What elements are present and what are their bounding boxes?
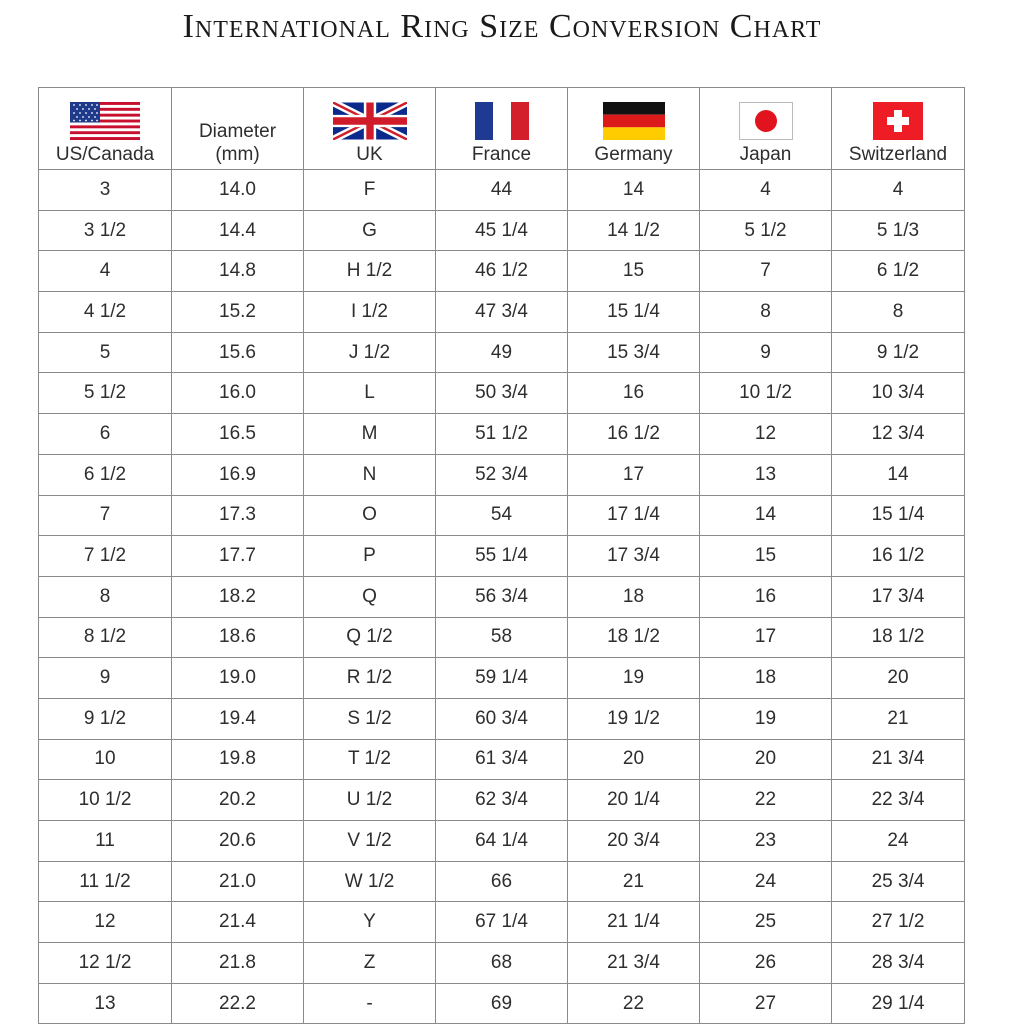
table-row	[39, 780, 965, 821]
column-header-label-line2: (mm)	[215, 144, 260, 165]
column-header-uk	[304, 88, 436, 170]
table-row	[39, 698, 965, 739]
cell-germany: 18	[568, 576, 700, 617]
table-row	[39, 821, 965, 862]
cell-france: 55 1/4	[436, 536, 568, 577]
cell-switzerland: 4	[832, 170, 965, 211]
cell-switzerland: 16 1/2	[832, 536, 965, 577]
germany-flag-icon	[603, 102, 665, 140]
cell-uk: F	[304, 170, 436, 211]
cell-france: 59 1/4	[436, 658, 568, 699]
table-row	[39, 210, 965, 251]
cell-switzerland: 24	[832, 821, 965, 862]
cell-germany: 21 3/4	[568, 943, 700, 984]
cell-diameter-mm: 16.0	[172, 373, 304, 414]
table-row	[39, 292, 965, 333]
cell-diameter-mm: 14.8	[172, 251, 304, 292]
cell-switzerland: 10 3/4	[832, 373, 965, 414]
cell-us-canada: 6	[39, 414, 172, 455]
cell-germany: 20 1/4	[568, 780, 700, 821]
cell-germany: 17	[568, 454, 700, 495]
cell-france: 58	[436, 617, 568, 658]
cell-germany: 19 1/2	[568, 698, 700, 739]
cell-uk: M	[304, 414, 436, 455]
column-header-label: US/Canada	[55, 144, 155, 165]
cell-germany: 14	[568, 170, 700, 211]
cell-japan: 7	[700, 251, 832, 292]
table-row	[39, 454, 965, 495]
cell-japan: 14	[700, 495, 832, 536]
cell-uk: U 1/2	[304, 780, 436, 821]
cell-france: 61 3/4	[436, 739, 568, 780]
cell-diameter-mm: 14.0	[172, 170, 304, 211]
cell-us-canada: 8 1/2	[39, 617, 172, 658]
cell-uk: O	[304, 495, 436, 536]
cell-france: 45 1/4	[436, 210, 568, 251]
cell-japan: 17	[700, 617, 832, 658]
cell-germany: 19	[568, 658, 700, 699]
cell-germany: 17 3/4	[568, 536, 700, 577]
column-header-label: Japan	[739, 144, 792, 165]
cell-diameter-mm: 15.2	[172, 292, 304, 333]
table-row	[39, 251, 965, 292]
column-header-diameter	[172, 88, 304, 170]
cell-uk: Z	[304, 943, 436, 984]
cell-uk: I 1/2	[304, 292, 436, 333]
cell-switzerland: 21	[832, 698, 965, 739]
cell-france: 56 3/4	[436, 576, 568, 617]
cell-germany: 15 3/4	[568, 332, 700, 373]
cell-diameter-mm: 19.0	[172, 658, 304, 699]
cell-france: 44	[436, 170, 568, 211]
cell-germany: 18 1/2	[568, 617, 700, 658]
cell-diameter-mm: 19.8	[172, 739, 304, 780]
cell-us-canada: 3	[39, 170, 172, 211]
cell-japan: 4	[700, 170, 832, 211]
column-header-label: Switzerland	[848, 144, 948, 165]
cell-us-canada: 10 1/2	[39, 780, 172, 821]
cell-france: 52 3/4	[436, 454, 568, 495]
column-header-germany	[568, 88, 700, 170]
cell-switzerland: 18 1/2	[832, 617, 965, 658]
cell-uk: Q	[304, 576, 436, 617]
cell-france: 64 1/4	[436, 821, 568, 862]
cell-us-canada: 13	[39, 983, 172, 1024]
table-row	[39, 617, 965, 658]
cell-japan: 20	[700, 739, 832, 780]
cell-france: 62 3/4	[436, 780, 568, 821]
cell-switzerland: 29 1/4	[832, 983, 965, 1024]
cell-us-canada: 5 1/2	[39, 373, 172, 414]
cell-diameter-mm: 21.4	[172, 902, 304, 943]
cell-germany: 16	[568, 373, 700, 414]
cell-diameter-mm: 18.6	[172, 617, 304, 658]
table-row	[39, 536, 965, 577]
cell-france: 51 1/2	[436, 414, 568, 455]
cell-france: 68	[436, 943, 568, 984]
cell-switzerland: 22 3/4	[832, 780, 965, 821]
cell-japan: 26	[700, 943, 832, 984]
cell-uk: T 1/2	[304, 739, 436, 780]
header-row	[39, 88, 965, 170]
cell-switzerland: 25 3/4	[832, 861, 965, 902]
cell-uk: V 1/2	[304, 821, 436, 862]
cell-diameter-mm: 17.3	[172, 495, 304, 536]
cell-us-canada: 4	[39, 251, 172, 292]
cell-us-canada: 7	[39, 495, 172, 536]
cell-japan: 15	[700, 536, 832, 577]
ring-size-table	[38, 87, 965, 1024]
column-header-france	[436, 88, 568, 170]
cell-france: 67 1/4	[436, 902, 568, 943]
column-header-label: France	[471, 144, 532, 165]
cell-japan: 16	[700, 576, 832, 617]
cell-diameter-mm: 20.2	[172, 780, 304, 821]
cell-germany: 21 1/4	[568, 902, 700, 943]
cell-japan: 24	[700, 861, 832, 902]
cell-uk: R 1/2	[304, 658, 436, 699]
cell-switzerland: 17 3/4	[832, 576, 965, 617]
cell-us-canada: 8	[39, 576, 172, 617]
cell-diameter-mm: 18.2	[172, 576, 304, 617]
column-header-label-line1: Diameter	[198, 121, 277, 142]
cell-uk: -	[304, 983, 436, 1024]
cell-japan: 5 1/2	[700, 210, 832, 251]
cell-uk: S 1/2	[304, 698, 436, 739]
cell-japan: 23	[700, 821, 832, 862]
cell-us-canada: 3 1/2	[39, 210, 172, 251]
switzerland-flag-icon	[873, 102, 923, 140]
cell-switzerland: 6 1/2	[832, 251, 965, 292]
column-header-label: UK	[356, 144, 383, 165]
cell-uk: Q 1/2	[304, 617, 436, 658]
cell-japan: 12	[700, 414, 832, 455]
cell-us-canada: 10	[39, 739, 172, 780]
cell-germany: 21	[568, 861, 700, 902]
cell-uk: N	[304, 454, 436, 495]
cell-japan: 27	[700, 983, 832, 1024]
cell-germany: 15 1/4	[568, 292, 700, 333]
cell-us-canada: 7 1/2	[39, 536, 172, 577]
cell-japan: 18	[700, 658, 832, 699]
cell-switzerland: 8	[832, 292, 965, 333]
cell-france: 60 3/4	[436, 698, 568, 739]
cell-japan: 22	[700, 780, 832, 821]
cell-diameter-mm: 16.5	[172, 414, 304, 455]
table-row	[39, 576, 965, 617]
cell-diameter-mm: 20.6	[172, 821, 304, 862]
cell-diameter-mm: 22.2	[172, 983, 304, 1024]
cell-diameter-mm: 15.6	[172, 332, 304, 373]
table-row	[39, 373, 965, 414]
table-row	[39, 861, 965, 902]
cell-diameter-mm: 17.7	[172, 536, 304, 577]
cell-us-canada: 11 1/2	[39, 861, 172, 902]
cell-diameter-mm: 19.4	[172, 698, 304, 739]
cell-us-canada: 11	[39, 821, 172, 862]
cell-switzerland: 21 3/4	[832, 739, 965, 780]
cell-switzerland: 9 1/2	[832, 332, 965, 373]
table-row	[39, 414, 965, 455]
column-header-us-canada	[39, 88, 172, 170]
cell-france: 69	[436, 983, 568, 1024]
cell-us-canada: 4 1/2	[39, 292, 172, 333]
cell-diameter-mm: 21.8	[172, 943, 304, 984]
table-row	[39, 739, 965, 780]
cell-uk: Y	[304, 902, 436, 943]
page-title: International Ring Size Conversion Chart	[182, 8, 822, 45]
cell-switzerland: 14	[832, 454, 965, 495]
cell-uk: P	[304, 536, 436, 577]
table-row	[39, 332, 965, 373]
cell-germany: 14 1/2	[568, 210, 700, 251]
cell-diameter-mm: 21.0	[172, 861, 304, 902]
cell-uk: L	[304, 373, 436, 414]
cell-us-canada: 9 1/2	[39, 698, 172, 739]
cell-switzerland: 12 3/4	[832, 414, 965, 455]
table-body	[39, 170, 965, 1024]
cell-japan: 19	[700, 698, 832, 739]
cell-japan: 25	[700, 902, 832, 943]
cell-germany: 22	[568, 983, 700, 1024]
cell-us-canada: 12 1/2	[39, 943, 172, 984]
cell-france: 47 3/4	[436, 292, 568, 333]
cell-france: 66	[436, 861, 568, 902]
cell-france: 46 1/2	[436, 251, 568, 292]
cell-switzerland: 20	[832, 658, 965, 699]
cell-germany: 20 3/4	[568, 821, 700, 862]
cell-diameter-mm: 14.4	[172, 210, 304, 251]
cell-switzerland: 15 1/4	[832, 495, 965, 536]
column-header-label: Germany	[594, 144, 673, 165]
cell-japan: 8	[700, 292, 832, 333]
cell-japan: 13	[700, 454, 832, 495]
uk-flag-icon	[333, 102, 407, 140]
column-header-switzerland	[832, 88, 965, 170]
cell-germany: 17 1/4	[568, 495, 700, 536]
cell-us-canada: 9	[39, 658, 172, 699]
cell-uk: H 1/2	[304, 251, 436, 292]
column-header-japan	[700, 88, 832, 170]
cell-germany: 20	[568, 739, 700, 780]
cell-us-canada: 6 1/2	[39, 454, 172, 495]
cell-switzerland: 27 1/2	[832, 902, 965, 943]
table-row	[39, 943, 965, 984]
cell-diameter-mm: 16.9	[172, 454, 304, 495]
cell-us-canada: 12	[39, 902, 172, 943]
cell-uk: W 1/2	[304, 861, 436, 902]
japan-flag-icon	[739, 102, 793, 140]
table-row	[39, 983, 965, 1024]
table-row	[39, 170, 965, 211]
cell-france: 49	[436, 332, 568, 373]
cell-switzerland: 5 1/3	[832, 210, 965, 251]
table-row	[39, 658, 965, 699]
cell-france: 54	[436, 495, 568, 536]
cell-uk: G	[304, 210, 436, 251]
cell-germany: 15	[568, 251, 700, 292]
us-flag-icon	[70, 102, 140, 140]
cell-france: 50 3/4	[436, 373, 568, 414]
france-flag-icon	[475, 102, 529, 140]
cell-us-canada: 5	[39, 332, 172, 373]
table-row	[39, 902, 965, 943]
cell-germany: 16 1/2	[568, 414, 700, 455]
cell-japan: 9	[700, 332, 832, 373]
cell-japan: 10 1/2	[700, 373, 832, 414]
table-row	[39, 495, 965, 536]
cell-switzerland: 28 3/4	[832, 943, 965, 984]
cell-uk: J 1/2	[304, 332, 436, 373]
